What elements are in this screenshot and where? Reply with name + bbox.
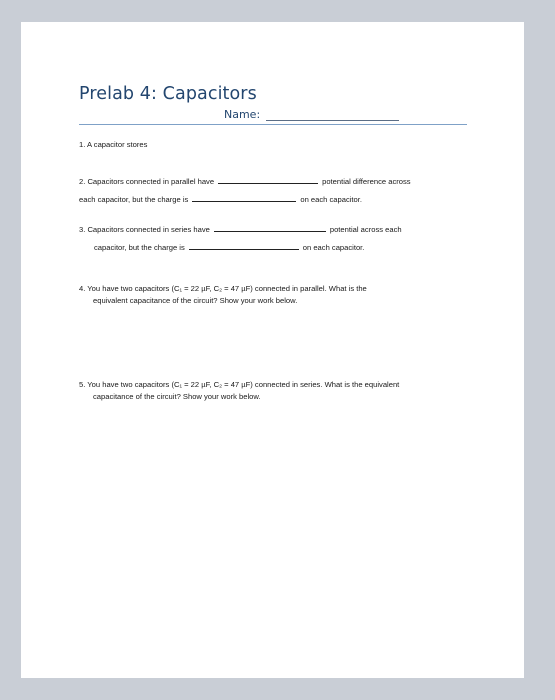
name-row [224,108,399,121]
question-5-line-2 [93,392,261,402]
question-2-text-end: potential difference across [322,177,411,186]
question-2-text-close: on each capacitor. [300,195,362,204]
question-3-text-close: on each capacitor. [302,243,365,252]
question-2-blank-2[interactable] [192,194,296,202]
question-3-text-cont: capacitor, but the charge is [94,243,185,252]
question-3-text-end: potential across each [329,225,402,234]
question-2-line-1 [79,176,411,187]
question-3-line-2 [94,242,364,253]
name-blank[interactable] [266,111,399,121]
question-4-text: 4. You have two capacitors (C₁ = 22 µF, C₂ = 47 µF) connected in parallel. What is the [79,284,367,293]
question-3-blank-1[interactable] [214,224,326,232]
worksheet-page [21,22,524,678]
question-5-line-1 [79,380,399,390]
question-4-line-1 [79,284,367,294]
question-3-text-start: 3. Capacitors connected in series have [79,225,210,234]
title-divider [79,124,467,125]
question-2-text-cont: each capacitor, but the charge is [79,195,189,204]
question-4-text-cont: equivalent capacitance of the circuit? Show your work below. [93,296,298,305]
question-5-text: 5. You have two capacitors (C₁ = 22 µF, C₂ = 47 µF) connected in series. What is the equivalent [79,380,400,389]
page-title: Prelab 4: Capacitors [79,84,257,104]
question-2-line-2 [79,194,362,205]
question-2-text-start: 2. Capacitors connected in parallel have [79,177,215,186]
question-2-blank-1[interactable] [218,176,318,184]
question-5-text-cont: capacitance of the circuit? Show your work below. [93,392,261,401]
question-3-line-1 [79,224,402,235]
question-1-text: 1. A capacitor stores [79,140,148,149]
name-label: Name: [224,108,261,121]
question-4-line-2 [93,296,297,306]
question-3-blank-2[interactable] [189,242,299,250]
question-1 [79,140,147,150]
